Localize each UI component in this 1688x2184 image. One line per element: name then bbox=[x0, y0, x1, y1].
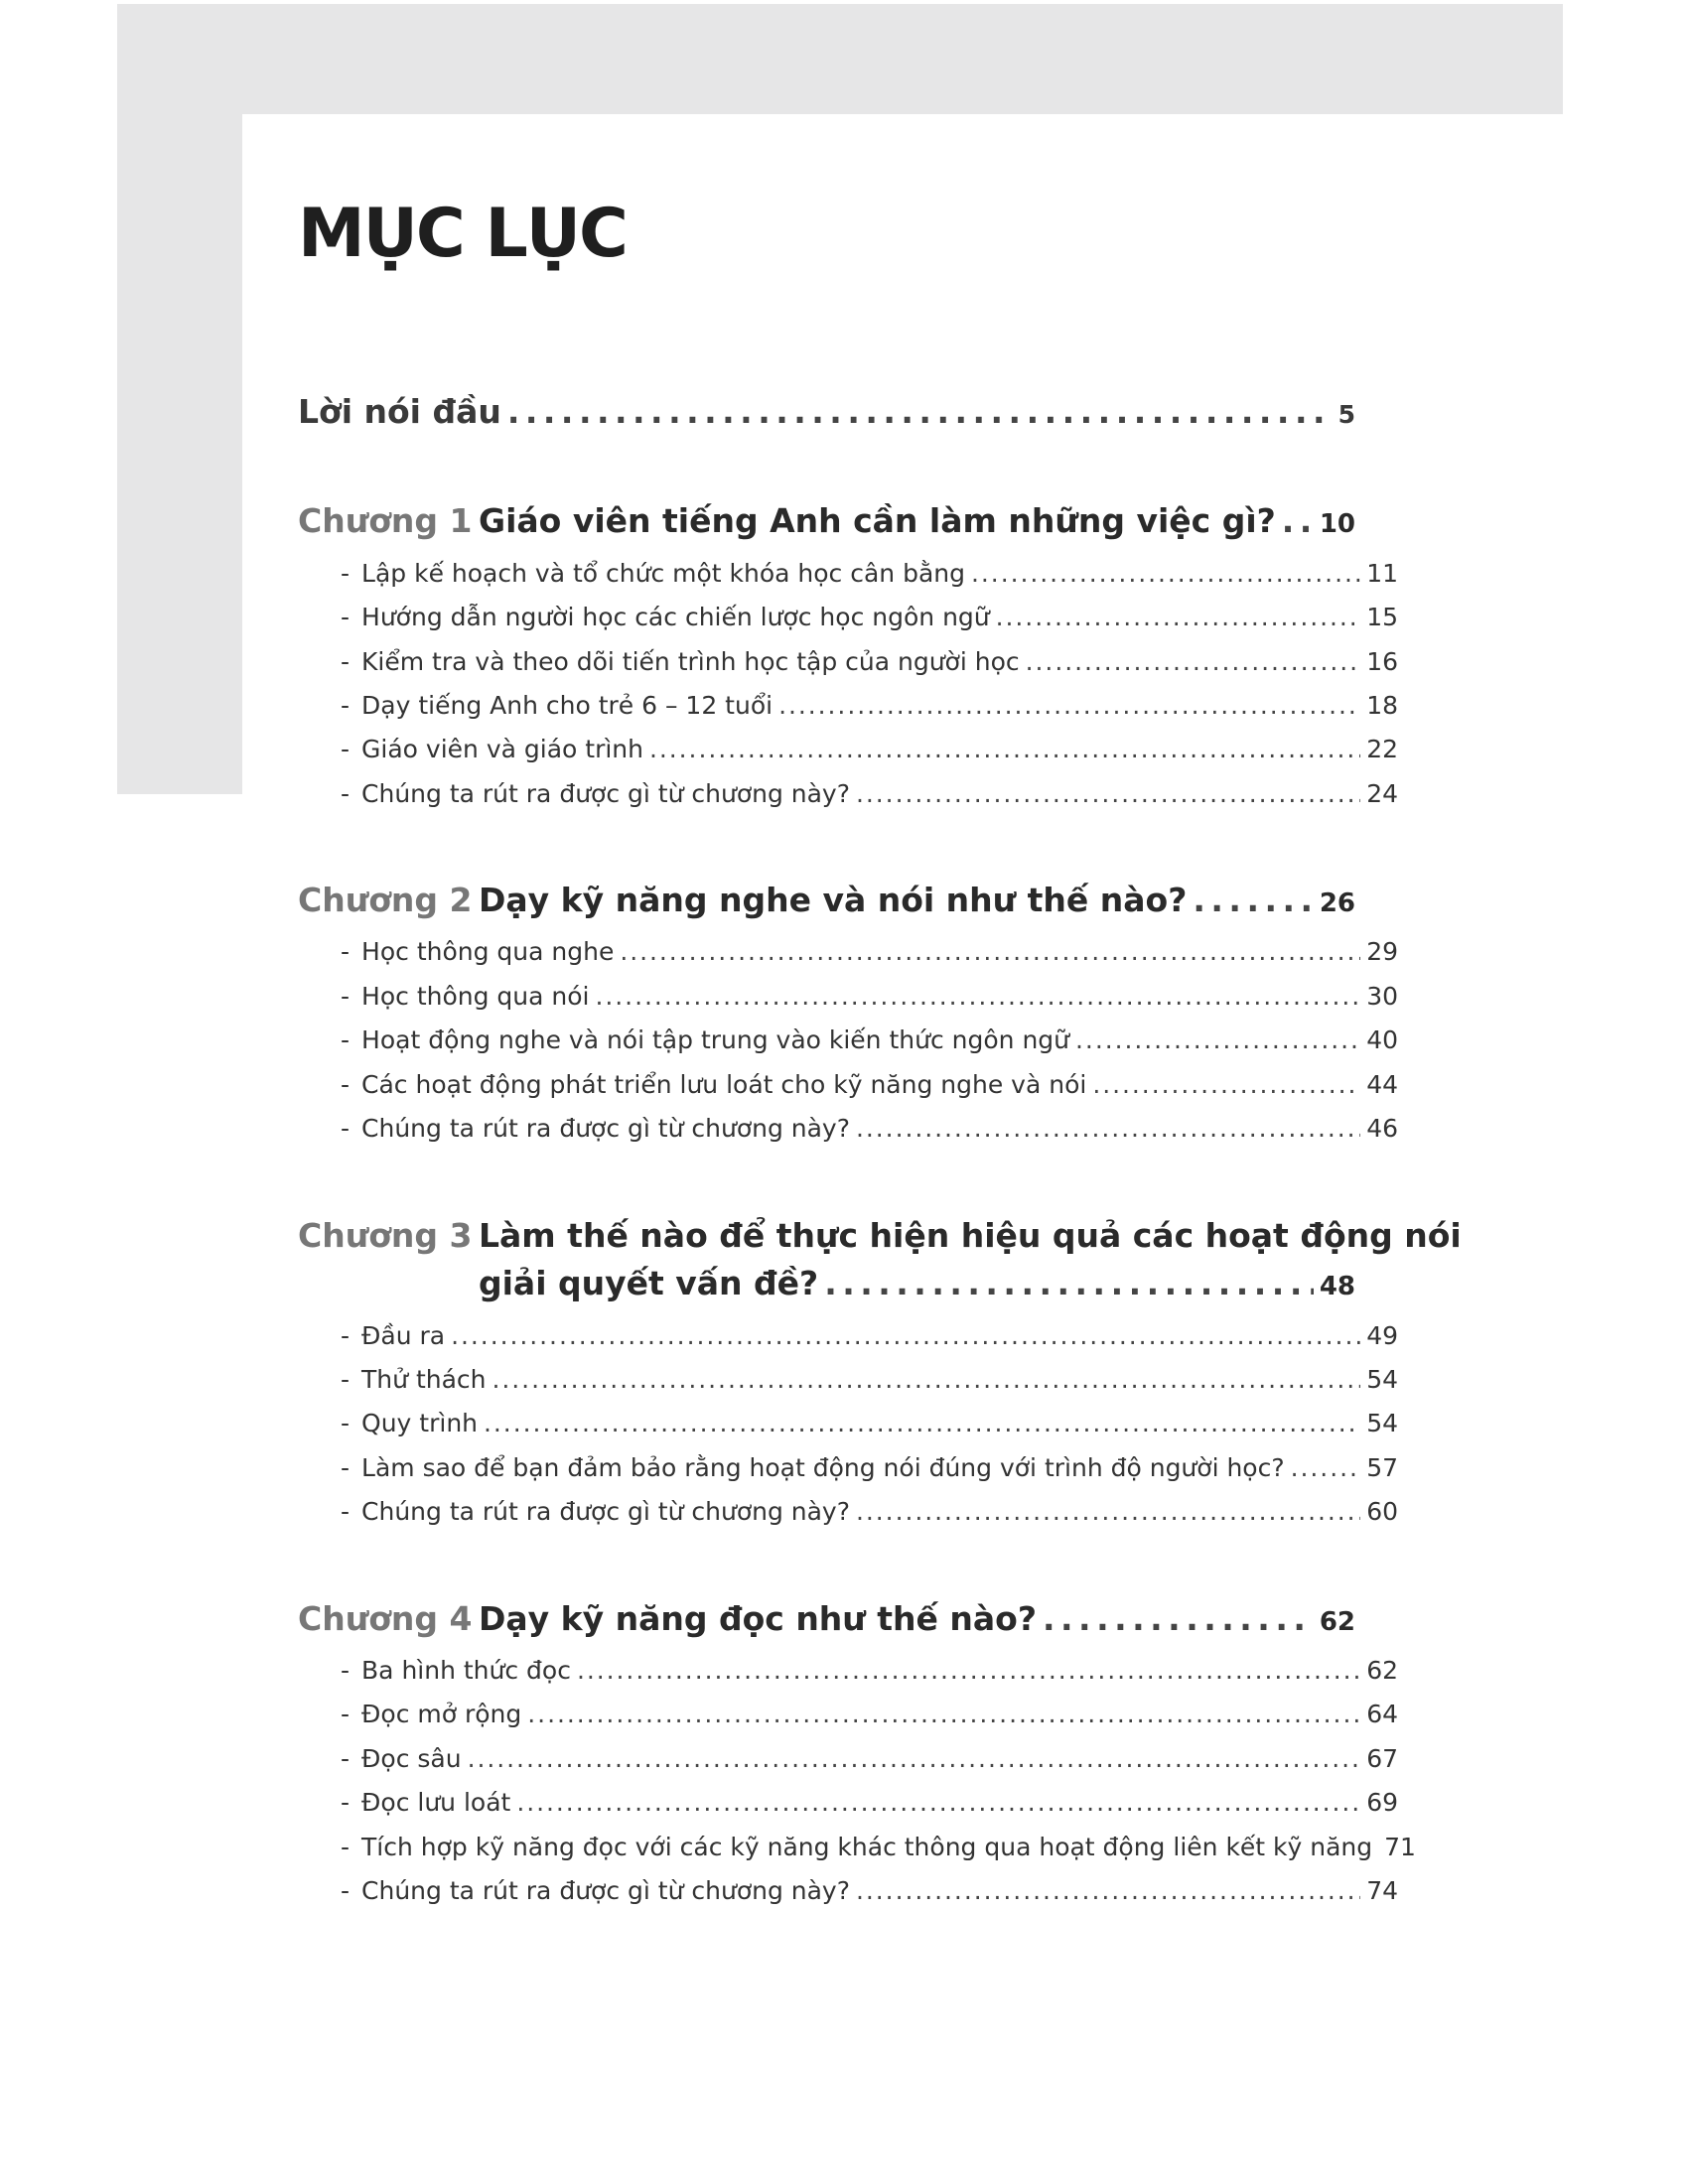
dot-leader bbox=[1193, 881, 1313, 919]
item-page: 64 bbox=[1366, 1700, 1398, 1728]
dot-leader bbox=[468, 1744, 1361, 1773]
item-page: 24 bbox=[1366, 779, 1398, 808]
chapter-title: Làm thế nào để thực hiện hiệu quả các hoạt động nói bbox=[479, 1216, 1462, 1255]
chapter-title-continued: giải quyết vấn đề? bbox=[479, 1264, 819, 1302]
dot-leader bbox=[1026, 647, 1361, 676]
toc-item: - Hoạt động nghe và nói tập trung vào kiến thức ngôn ngữ . . . 40 bbox=[298, 1025, 1398, 1054]
dot-leader bbox=[649, 735, 1360, 763]
dot-leader bbox=[856, 1876, 1360, 1905]
item-text: Đọc sâu bbox=[361, 1744, 462, 1773]
dot-leader bbox=[856, 779, 1360, 808]
dot-leader bbox=[577, 1656, 1360, 1685]
chapter-label: Chương 3 bbox=[298, 1216, 473, 1255]
dot-leader bbox=[778, 691, 1360, 720]
toc-item: - Thử thách . . . 54 bbox=[298, 1365, 1398, 1394]
page-title: MỤC LỤC bbox=[298, 195, 627, 273]
toc-item: - Lập kế hoạch và tổ chức một khóa học cân bằng . . . 11 bbox=[298, 559, 1398, 588]
toc-item: - Chúng ta rút ra được gì từ chương này? . . . 60 bbox=[298, 1497, 1398, 1526]
dot-leader bbox=[484, 1409, 1360, 1437]
item-page: 60 bbox=[1366, 1497, 1398, 1526]
item-page: 40 bbox=[1366, 1025, 1398, 1054]
dot-leader bbox=[1282, 501, 1314, 540]
item-text: Dạy tiếng Anh cho trẻ 6 – 12 tuổi bbox=[361, 691, 774, 720]
item-text: Quy trình bbox=[361, 1409, 479, 1437]
toc-item: - Đọc mở rộng . . . 64 bbox=[298, 1700, 1398, 1728]
item-page: 67 bbox=[1366, 1744, 1398, 1773]
dot-leader bbox=[1092, 1070, 1360, 1099]
dot-leader bbox=[596, 982, 1361, 1011]
dot-leader bbox=[856, 1497, 1360, 1526]
item-text: Giáo viên và giáo trình bbox=[361, 735, 643, 763]
dot-leader bbox=[620, 937, 1360, 966]
item-page: 62 bbox=[1366, 1656, 1398, 1685]
item-page: 46 bbox=[1366, 1114, 1398, 1143]
dot-leader bbox=[527, 1700, 1360, 1728]
toc-item: - Hướng dẫn người học các chiến lược học ngôn ngữ . . . 15 bbox=[298, 603, 1398, 631]
toc-item: - Tích hợp kỹ năng đọc với các kỹ năng khác thông qua hoạt động liên kết kỹ năng 71 bbox=[341, 1833, 1416, 1861]
toc-chapter-2 bbox=[298, 881, 1355, 919]
chapter-title: Giáo viên tiếng Anh cần làm những việc gì? bbox=[479, 501, 1276, 540]
toc-item: - Đọc lưu loát . . . 69 bbox=[298, 1788, 1398, 1817]
chapter-title: Dạy kỹ năng nghe và nói như thế nào? bbox=[479, 881, 1188, 919]
toc-chapter-1 bbox=[298, 501, 1355, 540]
dot-leader bbox=[1043, 1599, 1314, 1638]
dot-leader bbox=[1291, 1453, 1361, 1482]
chapter-page: 26 bbox=[1319, 888, 1355, 918]
dot-leader bbox=[451, 1321, 1360, 1350]
toc-item: - Ba hình thức đọc . . . 62 bbox=[298, 1656, 1398, 1685]
toc-item: - Kiểm tra và theo dõi tiến trình học tập của người học . . . 16 bbox=[298, 647, 1398, 676]
item-page: 74 bbox=[1366, 1876, 1398, 1905]
chapter-page: 10 bbox=[1319, 509, 1355, 539]
item-text: Đọc lưu loát bbox=[361, 1788, 511, 1817]
item-text: Chúng ta rút ra được gì từ chương này? bbox=[361, 1114, 850, 1143]
item-text: Học thông qua nói bbox=[361, 982, 590, 1011]
dot-leader bbox=[996, 603, 1361, 631]
item-text: Đầu ra bbox=[361, 1321, 446, 1350]
dot-leader bbox=[516, 1788, 1360, 1817]
item-text: Lập kế hoạch và tổ chức một khóa học cân bằng bbox=[361, 559, 966, 588]
item-page: 11 bbox=[1366, 559, 1398, 588]
dot-leader bbox=[971, 559, 1360, 588]
item-page: 16 bbox=[1366, 647, 1398, 676]
item-text: Hoạt động nghe và nói tập trung vào kiến thức ngôn ngữ bbox=[361, 1025, 1070, 1054]
item-text: Kiểm tra và theo dõi tiến trình học tập của người học bbox=[361, 647, 1020, 676]
dot-leader bbox=[856, 1114, 1360, 1143]
item-text: Ba hình thức đọc bbox=[361, 1656, 571, 1685]
chapter-page: 62 bbox=[1319, 1607, 1355, 1637]
item-page: 22 bbox=[1366, 735, 1398, 763]
item-page: 18 bbox=[1366, 691, 1398, 720]
dot-leader bbox=[507, 392, 1333, 431]
item-page: 29 bbox=[1366, 937, 1398, 966]
item-text: Chúng ta rút ra được gì từ chương này? bbox=[361, 779, 850, 808]
toc-chapter-3-continued bbox=[298, 1264, 1355, 1302]
item-page: 57 bbox=[1366, 1453, 1398, 1482]
item-text: Chúng ta rút ra được gì từ chương này? bbox=[361, 1876, 850, 1905]
dot-leader bbox=[492, 1365, 1361, 1394]
item-page: 54 bbox=[1366, 1365, 1398, 1394]
toc-item: - Đọc sâu . . . 67 bbox=[298, 1744, 1398, 1773]
dot-leader bbox=[1075, 1025, 1360, 1054]
chapter-label: Chương 1 bbox=[298, 501, 473, 540]
toc-item: - Giáo viên và giáo trình . . . 22 bbox=[298, 735, 1398, 763]
preface-label: Lời nói đầu bbox=[298, 392, 501, 431]
toc-item: - Học thông qua nghe . . . 29 bbox=[298, 937, 1398, 966]
item-page: 44 bbox=[1366, 1070, 1398, 1099]
toc-item: - Các hoạt động phát triển lưu loát cho kỹ năng nghe và nói . . . 44 bbox=[298, 1070, 1398, 1099]
item-page: 69 bbox=[1366, 1788, 1398, 1817]
dot-leader bbox=[824, 1264, 1314, 1302]
item-text: Học thông qua nghe bbox=[361, 937, 615, 966]
toc-chapter-4 bbox=[298, 1599, 1355, 1638]
item-text: Tích hợp kỹ năng đọc với các kỹ năng khác thông qua hoạt động liên kết kỹ năng bbox=[361, 1833, 1373, 1861]
toc-item: - Quy trình . . . 54 bbox=[298, 1409, 1398, 1437]
toc-item: - Học thông qua nói . . . 30 bbox=[298, 982, 1398, 1011]
item-text: Các hoạt động phát triển lưu loát cho kỹ năng nghe và nói bbox=[361, 1070, 1087, 1099]
toc-item: - Đầu ra . . . 49 bbox=[298, 1321, 1398, 1350]
item-text: Hướng dẫn người học các chiến lược học ngôn ngữ bbox=[361, 603, 990, 631]
chapter-title: Dạy kỹ năng đọc như thế nào? bbox=[479, 1599, 1037, 1638]
item-text: Chúng ta rút ra được gì từ chương này? bbox=[361, 1497, 850, 1526]
toc-chapter-3 bbox=[298, 1216, 1462, 1255]
item-page: 15 bbox=[1366, 603, 1398, 631]
toc-item: - Chúng ta rút ra được gì từ chương này? . . . 24 bbox=[298, 779, 1398, 808]
toc-item: - Chúng ta rút ra được gì từ chương này? . . . 74 bbox=[298, 1876, 1398, 1905]
item-page: 49 bbox=[1366, 1321, 1398, 1350]
toc-item: - Làm sao để bạn đảm bảo rằng hoạt động nói đúng với trình độ người học? . . . 57 bbox=[298, 1453, 1398, 1482]
item-page: 54 bbox=[1366, 1409, 1398, 1437]
chapter-label: Chương 4 bbox=[298, 1599, 473, 1638]
item-page: 71 bbox=[1384, 1833, 1416, 1861]
toc-item: - Chúng ta rút ra được gì từ chương này? . . . 46 bbox=[298, 1114, 1398, 1143]
toc-preface bbox=[298, 392, 1355, 431]
chapter-page: 48 bbox=[1319, 1272, 1355, 1301]
chapter-label: Chương 2 bbox=[298, 881, 473, 919]
item-text: Đọc mở rộng bbox=[361, 1700, 522, 1728]
item-text: Làm sao để bạn đảm bảo rằng hoạt động nói đúng với trình độ người học? bbox=[361, 1453, 1285, 1482]
preface-page: 5 bbox=[1337, 400, 1355, 429]
toc-item: - Dạy tiếng Anh cho trẻ 6 – 12 tuổi . . . 18 bbox=[298, 691, 1398, 720]
item-text: Thử thách bbox=[361, 1365, 487, 1394]
item-page: 30 bbox=[1366, 982, 1398, 1011]
